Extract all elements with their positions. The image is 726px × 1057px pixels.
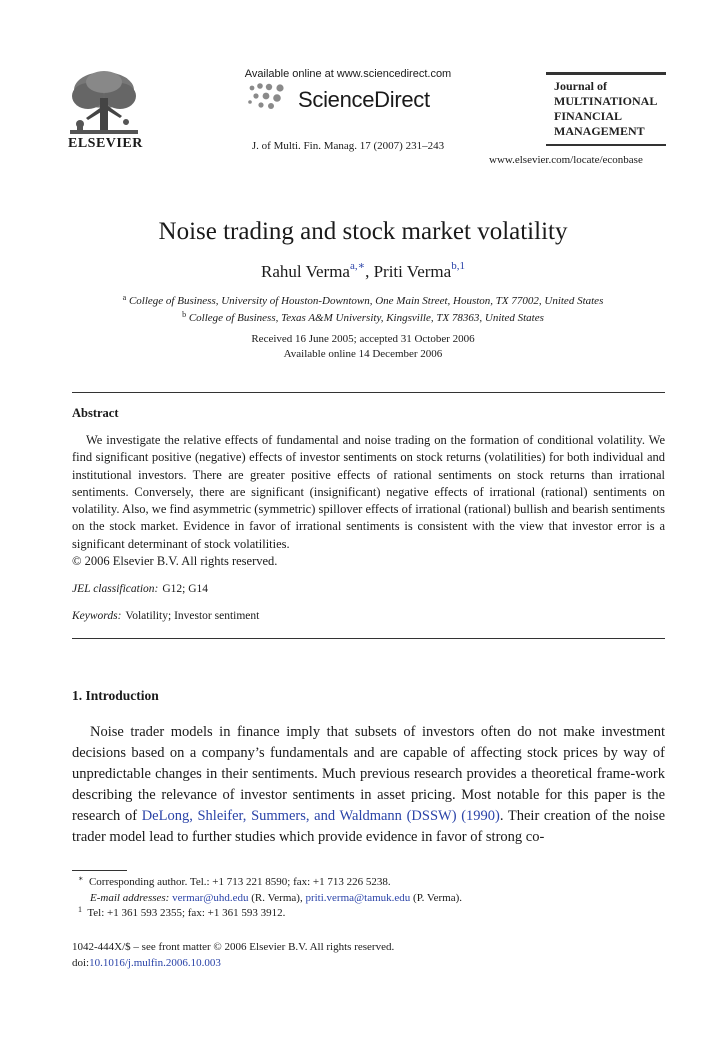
author-name: Priti Verma	[373, 262, 452, 281]
footnote-mark: ∗	[78, 874, 84, 883]
intro-text: Noise trader models in finance imply that subsets of investors often do not make investment decisions based on a company’s fundamentals and are capable of affecting stock prices by way of unpredictable changes in their sentiments. Much previous research provides a theoretical frame-work describing the relevance of investor sentiments in asset pricing. Most notable for this paper is the research of	[72, 724, 665, 824]
journal-box-bottom-rule	[546, 144, 666, 146]
affiliation-text: College of Business, Texas A&M University, Kingsville, TX 78363, United States	[188, 312, 544, 324]
author-affiliation-ref[interactable]: a,∗	[349, 260, 366, 272]
email-link[interactable]: vermar@uhd.edu	[172, 892, 249, 904]
introduction-paragraph	[72, 722, 665, 848]
author-affiliation-ref[interactable]: b,1	[451, 260, 465, 272]
publisher-name: ELSEVIER	[68, 136, 143, 151]
keywords-label: Keywords:	[72, 610, 122, 622]
footnote-1	[78, 907, 285, 919]
author-separator: ,	[365, 262, 374, 281]
email-label: E-mail addresses:	[90, 892, 170, 904]
sciencedirect-brand: ScienceDirect	[298, 87, 430, 112]
sciencedirect-dots-icon	[246, 82, 292, 110]
email-owner: (P. Verma).	[410, 892, 463, 904]
affiliation-b	[0, 312, 726, 324]
abstract-copyright: © 2006 Elsevier B.V. All rights reserved.	[72, 554, 278, 569]
affiliation-text: College of Business, University of Houston-Downtown, One Main Street, Houston, TX 77002, United States	[128, 295, 604, 307]
received-date: Received 16 June 2005; accepted 31 October 2006	[251, 333, 475, 345]
journal-title-line: MULTINATIONAL	[554, 94, 658, 108]
journal-citation: J. of Multi. Fin. Manag. 17 (2007) 231–243	[251, 140, 445, 152]
journal-url[interactable]: www.elsevier.com/locate/econbase	[489, 154, 643, 166]
journal-title	[546, 75, 666, 141]
keywords	[72, 610, 259, 622]
footnote-rule	[72, 870, 127, 871]
jel-value: G12; G14	[162, 583, 209, 595]
elsevier-tree-logo	[66, 68, 142, 140]
affiliation-a	[0, 295, 726, 307]
email-link[interactable]: priti.verma@tamuk.edu	[305, 892, 411, 904]
footnote-corresponding	[78, 876, 391, 888]
abstract-top-rule	[72, 392, 665, 393]
abstract-heading: Abstract	[72, 406, 119, 420]
article-title: Noise trading and stock market volatility	[158, 218, 568, 245]
issn-line: 1042-444X/$ – see front matter © 2006 Elsevier B.V. All rights reserved.	[72, 941, 395, 953]
keywords-value: Volatility; Investor sentiment	[125, 610, 260, 622]
author-line	[0, 262, 726, 282]
affiliation-label: a	[122, 293, 127, 302]
footnote-mark: 1	[78, 905, 82, 914]
available-online-text: Available online at www.sciencedirect.com	[244, 68, 452, 80]
section-heading-introduction: 1. Introduction	[72, 688, 159, 703]
journal-title-line: MANAGEMENT	[554, 124, 645, 138]
journal-title-line: FINANCIAL	[554, 109, 623, 123]
footnote-text: Corresponding author. Tel.: +1 713 221 8590; fax: +1 713 226 5238.	[88, 876, 391, 888]
author-name: Rahul Verma	[261, 262, 350, 281]
intro-text: . Their creation of the noise trader model lead to further studies which provide evidence in favor of strong co-	[72, 808, 666, 845]
abstract-bottom-rule	[72, 638, 665, 639]
journal-title-box	[546, 72, 666, 146]
citation-link-dssw[interactable]: DeLong, Shleifer, Summers, and Waldmann (DSSW) (1990)	[141, 808, 500, 824]
jel-classification	[72, 583, 208, 595]
abstract-body	[72, 432, 665, 570]
doi-label: doi:	[72, 957, 90, 969]
affiliation-label: b	[182, 310, 187, 319]
doi-line	[72, 957, 221, 969]
abstract-text: We investigate the relative effects of fundamental and noise trading on the formation of conditional volatility. We find significant positive (negative) effects of investor sentiments on stock returns (volatilities) for both individual and institutional investors. There are greater positive effects of rational sentiments on stock returns than irrational sentiments. Conversely, there are significant (insignificant) negative effects of irrational (rational) sentiments on volatility. Also, we find asymmetric (symmetric) spillover effects of irrational (rational) bullish and bearish sentiments on the stock market. Evidence in favor of irrational sentiments is consistent with the view that investor error is a significant determinant of stock volatilities.	[72, 433, 665, 551]
jel-label: JEL classification:	[72, 583, 159, 595]
footnote-emails	[90, 892, 462, 904]
email-owner: (R. Verma),	[248, 892, 306, 904]
available-date: Available online 14 December 2006	[283, 348, 443, 360]
journal-title-line: Journal of	[554, 79, 608, 93]
footnote-text: Tel: +1 361 593 2355; fax: +1 361 593 3912.	[87, 907, 286, 919]
doi-link[interactable]: 10.1016/j.mulfin.2006.10.003	[89, 957, 221, 969]
